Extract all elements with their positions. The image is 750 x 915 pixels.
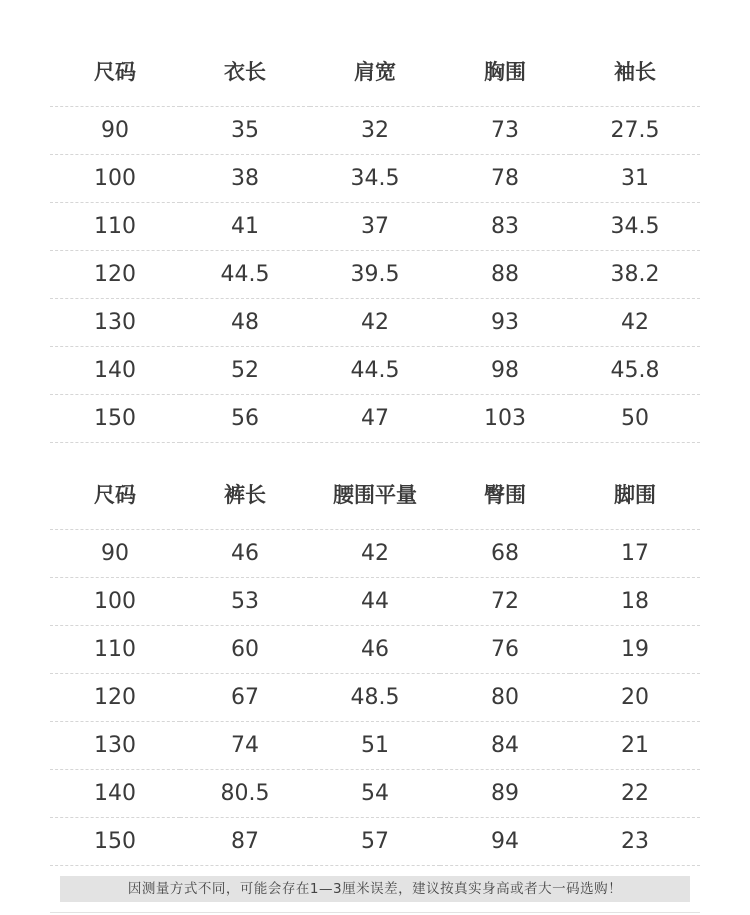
- cell-pants-length: 80.5: [180, 770, 310, 818]
- cell-pants-length: 46: [180, 530, 310, 578]
- table-row: [50, 155, 700, 203]
- cell-sleeve: 34.5: [570, 203, 700, 251]
- cell-hip: 84: [440, 722, 570, 770]
- table-row: [50, 395, 700, 443]
- cell-size: 130: [50, 299, 180, 347]
- cell-sleeve: 38.2: [570, 251, 700, 299]
- cell-chest: 83: [440, 203, 570, 251]
- cell-length: 38: [180, 155, 310, 203]
- cell-waist: 46: [310, 626, 440, 674]
- tops-size-table: [50, 36, 700, 443]
- header-hip: 臀围: [440, 459, 570, 530]
- cell-size: 150: [50, 818, 180, 866]
- header-row: [50, 36, 700, 107]
- cell-shoulder: 42: [310, 299, 440, 347]
- measurement-note: 因测量方式不同，可能会存在1—3厘米误差，建议按真实身高或者大一码选购！: [60, 876, 690, 902]
- table-row: [50, 722, 700, 770]
- cell-pants-length: 87: [180, 818, 310, 866]
- cell-length: 44.5: [180, 251, 310, 299]
- header-size: 尺码: [50, 36, 180, 107]
- cell-size: 100: [50, 578, 180, 626]
- table-row: [50, 818, 700, 866]
- table-row: [50, 530, 700, 578]
- table-row: [50, 107, 700, 155]
- cell-chest: 73: [440, 107, 570, 155]
- cell-hip: 89: [440, 770, 570, 818]
- cell-shoulder: 37: [310, 203, 440, 251]
- cell-sleeve: 50: [570, 395, 700, 443]
- cell-length: 52: [180, 347, 310, 395]
- table-row: [50, 674, 700, 722]
- cell-chest: 88: [440, 251, 570, 299]
- cell-length: 35: [180, 107, 310, 155]
- header-size: 尺码: [50, 459, 180, 530]
- header-leg-opening: 脚围: [570, 459, 700, 530]
- cell-leg-opening: 20: [570, 674, 700, 722]
- cell-chest: 98: [440, 347, 570, 395]
- cell-waist: 42: [310, 530, 440, 578]
- cell-shoulder: 39.5: [310, 251, 440, 299]
- table-row: [50, 203, 700, 251]
- cell-waist: 54: [310, 770, 440, 818]
- table-row: [50, 578, 700, 626]
- cell-pants-length: 74: [180, 722, 310, 770]
- cell-waist: 57: [310, 818, 440, 866]
- cell-leg-opening: 23: [570, 818, 700, 866]
- cell-size: 90: [50, 107, 180, 155]
- cell-size: 90: [50, 530, 180, 578]
- cell-waist: 44: [310, 578, 440, 626]
- cell-sleeve: 42: [570, 299, 700, 347]
- cell-size: 110: [50, 626, 180, 674]
- table-row: [50, 770, 700, 818]
- cell-size: 120: [50, 674, 180, 722]
- cell-leg-opening: 17: [570, 530, 700, 578]
- cell-sleeve: 31: [570, 155, 700, 203]
- header-row: [50, 459, 700, 530]
- cell-size: 120: [50, 251, 180, 299]
- divider: [50, 912, 700, 913]
- cell-length: 41: [180, 203, 310, 251]
- cell-waist: 48.5: [310, 674, 440, 722]
- cell-pants-length: 53: [180, 578, 310, 626]
- cell-size: 150: [50, 395, 180, 443]
- cell-chest: 93: [440, 299, 570, 347]
- cell-shoulder: 44.5: [310, 347, 440, 395]
- pants-size-table: [50, 459, 700, 866]
- cell-leg-opening: 22: [570, 770, 700, 818]
- cell-size: 100: [50, 155, 180, 203]
- cell-size: 130: [50, 722, 180, 770]
- cell-leg-opening: 18: [570, 578, 700, 626]
- header-shoulder: 肩宽: [310, 36, 440, 107]
- header-chest: 胸围: [440, 36, 570, 107]
- table-row: [50, 251, 700, 299]
- cell-length: 48: [180, 299, 310, 347]
- cell-pants-length: 60: [180, 626, 310, 674]
- table-row: [50, 347, 700, 395]
- cell-pants-length: 67: [180, 674, 310, 722]
- cell-size: 110: [50, 203, 180, 251]
- cell-size: 140: [50, 347, 180, 395]
- table-row: [50, 626, 700, 674]
- cell-leg-opening: 21: [570, 722, 700, 770]
- cell-size: 140: [50, 770, 180, 818]
- cell-hip: 72: [440, 578, 570, 626]
- cell-hip: 76: [440, 626, 570, 674]
- cell-length: 56: [180, 395, 310, 443]
- header-sleeve: 袖长: [570, 36, 700, 107]
- cell-shoulder: 47: [310, 395, 440, 443]
- cell-hip: 68: [440, 530, 570, 578]
- cell-hip: 94: [440, 818, 570, 866]
- cell-leg-opening: 19: [570, 626, 700, 674]
- header-length: 衣长: [180, 36, 310, 107]
- cell-chest: 78: [440, 155, 570, 203]
- header-pants-length: 裤长: [180, 459, 310, 530]
- cell-chest: 103: [440, 395, 570, 443]
- table-row: [50, 299, 700, 347]
- cell-hip: 80: [440, 674, 570, 722]
- header-waist: 腰围平量: [310, 459, 440, 530]
- cell-waist: 51: [310, 722, 440, 770]
- cell-shoulder: 32: [310, 107, 440, 155]
- cell-sleeve: 45.8: [570, 347, 700, 395]
- cell-shoulder: 34.5: [310, 155, 440, 203]
- cell-sleeve: 27.5: [570, 107, 700, 155]
